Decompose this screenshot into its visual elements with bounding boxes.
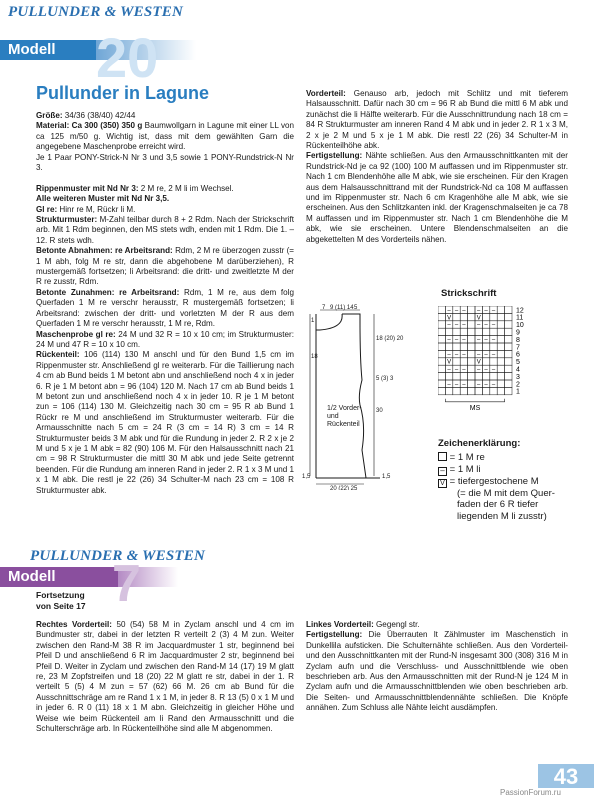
- chart-cell: [482, 328, 489, 335]
- continued-note: [36, 590, 86, 612]
- paragraph-text: 34/36 (38/40) 42/44: [64, 111, 136, 120]
- purl-stitch-icon: –: [484, 322, 488, 329]
- dim-bottom: 20 (22) 25: [330, 486, 358, 490]
- chart-cell: [468, 387, 475, 394]
- chart-cell: [445, 387, 452, 394]
- paragraph-heading: Fertigstellung:: [306, 630, 369, 640]
- legend-item-dropped: [438, 476, 578, 488]
- purl-stitch-icon: –: [491, 367, 496, 374]
- paragraph-heading: Größe:: [36, 111, 65, 120]
- ms-bracket: [445, 399, 504, 402]
- chart-cell: [497, 387, 504, 394]
- instructions-bottom-right: [306, 620, 568, 714]
- chart-row-label: 7: [516, 344, 520, 352]
- paragraph: [36, 205, 294, 215]
- legend-note-1: (= die M mit dem Quer-: [457, 487, 555, 499]
- purl-stitch-icon: –: [477, 352, 481, 359]
- dim-top-5: 5: [354, 305, 358, 311]
- paragraph: [36, 153, 294, 174]
- paragraph: [36, 215, 294, 246]
- purl-stitch-icon: –: [462, 381, 466, 388]
- schematic-outline: [316, 314, 380, 478]
- model-label: Modell: [8, 41, 56, 58]
- chart-cell: [490, 313, 497, 320]
- chart-cell: [453, 358, 460, 365]
- schematic-dimension-lines: [310, 310, 374, 484]
- legend-note-2: faden der 6 R tiefer: [457, 499, 539, 510]
- chart-row-label: 3: [516, 373, 520, 381]
- chart-cell: [505, 313, 512, 320]
- chart-cell: [497, 306, 504, 313]
- chart-cell: [438, 336, 445, 343]
- purl-stitch-icon: –: [447, 322, 451, 329]
- purl-stitch-icon: –: [447, 352, 451, 359]
- chart-cell: [505, 328, 512, 335]
- chart-cell: [497, 328, 504, 335]
- chart-cell: [445, 328, 452, 335]
- chart-cell: [453, 343, 460, 350]
- chart-cell: [438, 358, 445, 365]
- paragraph-heading: Linkes Vorderteil:: [306, 620, 377, 629]
- paragraph: [306, 620, 568, 630]
- watermark: PassionForum.ru: [500, 788, 561, 797]
- purl-stitch-icon: –: [454, 322, 459, 329]
- chart-cell: [438, 343, 445, 350]
- chart-cell: [482, 343, 489, 350]
- paragraph: [36, 121, 294, 152]
- chart-cell: [438, 350, 445, 357]
- dim-top-7: 7: [322, 305, 326, 311]
- legend-label: = 1 M li: [449, 463, 481, 475]
- chart-row-label: 1: [516, 388, 520, 396]
- chart-cell: [445, 343, 452, 350]
- chart-cell: [490, 373, 497, 380]
- legend-note-3: liegenden M li zusstr): [457, 510, 547, 522]
- purl-stitch-icon: –: [491, 381, 496, 388]
- paragraph-heading: Maschenprobe gl re:: [36, 329, 119, 339]
- chart-cell: [468, 313, 475, 320]
- paragraph-heading: Material: Ca 300 (350) 350 g: [36, 121, 145, 131]
- paragraph-text: Hinr re M, Rückr li M.: [59, 204, 136, 214]
- paragraph: [36, 111, 294, 121]
- chart-cell: [497, 358, 504, 365]
- paragraph: [36, 184, 294, 194]
- model-label-bar-2: [0, 567, 118, 587]
- chart-cell: [468, 321, 475, 328]
- chart-cell: [453, 387, 460, 394]
- page-number-box: [538, 764, 594, 788]
- dim-right-5: 5 (3) 3: [376, 376, 394, 382]
- purl-stitch-icon: –: [447, 307, 451, 314]
- instructions-bottom-left: [36, 620, 294, 734]
- purl-stitch-icon: –: [462, 367, 466, 374]
- purl-stitch-icon: –: [454, 367, 459, 374]
- chart-cell: [482, 373, 489, 380]
- chart-cell: [460, 373, 467, 380]
- chart-cell: [505, 350, 512, 357]
- model-label-bar: [0, 40, 96, 60]
- purl-stitch-icon: –: [462, 322, 466, 329]
- paragraph-text: 2 M re, 2 M li im Wechsel.: [140, 183, 234, 193]
- purl-stitch-icon: –: [462, 352, 466, 359]
- chart-cell: [505, 343, 512, 350]
- chart-cell: [505, 387, 512, 394]
- model-label-2: Modell: [8, 568, 56, 585]
- chart-cell: [497, 336, 504, 343]
- paragraph: [36, 194, 294, 204]
- dim-bottom-right: 1,5: [382, 474, 391, 480]
- dim-bottom-left: 1,5: [302, 474, 311, 480]
- chart-cell: [445, 373, 452, 380]
- paragraph-heading: Fertigstellung:: [306, 151, 366, 161]
- purl-stitch-icon: –: [491, 337, 496, 344]
- purl-stitch-icon: –: [454, 381, 459, 388]
- chart-cell: [468, 343, 475, 350]
- dropped-stitch-icon: V: [438, 479, 447, 488]
- paragraph-text: Gegengl str.: [376, 620, 420, 629]
- paragraph-heading: Strukturmuster:: [36, 215, 100, 225]
- schematic-center-label: 1/2 Vorder- und Rückenteil: [327, 405, 362, 428]
- chart-cell: [460, 328, 467, 335]
- legend: [438, 452, 578, 522]
- chart-cell: [497, 365, 504, 372]
- paragraph-text: 50 (54) 58 M in Zyclam anschl und 4 cm im Bundmuster str, dabei in der letzten R verteilt 2 (3) 4 M zun. Weiter zwischen den Rand-M 38 R im Jacquardmuster 1 str, beginnend bei Pfeil D und anschließend 6 R im Jacquardmuster 2 str, beginnend bei Pfeil D. Weiter in Zyclam und zwischen den Rand-M 14 (17) 19 M glatt re, 23 M Zopfstreifen und 18 (20) 22 M glatt re str, dabei in der 1. R verteilt 5 (5) 4 M zun = 57 (62) 66 M. 26 cm ab Bund für die Ausschnittschräge am re Rand 1 x 1 M, in jeder 8. R 13 (5) 0 x 1 M und in jeder 6. R 0 (11) 18 x 1 M abn. Gleichzeitig in gleicher Höhe und Weise wie beim Rückenteil am li Rand den Armausschnitt und die Schulterschräge arb. In Rückenteilhöhe sind alle M abgenommen.: [36, 620, 294, 734]
- chart-cell: [438, 373, 445, 380]
- dim-right-18: 18 (20) 20: [376, 336, 404, 342]
- dropped-stitch-icon: V: [476, 315, 481, 322]
- purl-stitch-icon: –: [484, 352, 488, 359]
- chart-cell: [497, 343, 504, 350]
- chart-cell: [497, 321, 504, 328]
- legend-label: = tiefergestochene M: [449, 475, 539, 487]
- paragraph-text: Genauso arb, jedoch mit Schlitz und mit tieferem Halsausschnitt. Dafür nach 30 cm = 96 R ab Bund die mittl 6 M abk und zunächst die li Hälfte weiterarb. Für die Ausschnittrundung nach 18 cm = 84 R Strukturmuster am inneren Rand 4 M abk und in jeder 2. R 1 x 3 M, 2 x je 2 M und 5 x je 1 M abk. Die restl 22 (26) 34 Schulter-M in Rückenteilhöhe abk.: [306, 89, 569, 151]
- chart-cell: [468, 306, 475, 313]
- continued-line-2: von Seite 17: [36, 601, 86, 611]
- paragraph: [306, 89, 568, 151]
- instructions-left-column: [36, 111, 294, 496]
- purl-stitch-icon: –: [454, 352, 459, 359]
- series-title-2: PULLUNDER & WESTEN: [30, 548, 206, 564]
- chart-cell: [460, 387, 467, 394]
- stitch-chart: [438, 306, 538, 420]
- chart-cell: [468, 365, 475, 372]
- paragraph: [306, 630, 568, 713]
- chart-cell: [460, 358, 467, 365]
- chart-row-label: 8: [516, 336, 520, 344]
- chart-cell: [438, 306, 445, 313]
- chart-cell: [497, 313, 504, 320]
- paragraph-text: Die Überrauten lt Zählmuster im Maschenstich in Dunkellila aufsticken. Die Schulternähte schließen. Aus den Vorderteil- und den Ausschnittkanten mit der Rund-N insgesamt 300 (308) 316 M in Zyclam aufn und die Verschluss- und Ausschnittblende wie oben beschrieben arb. Aus den Armausschnitten mit der Rund-N je 124 M in Zyclam aufn und die Armausschnittblenden wie oben beschrieben arb. Die Seiten- und Armausschnittblendennähte schließen. Die Knöpfe annähen. Zum Schluss alle Nähte leicht ausdämpfen.: [306, 630, 568, 713]
- paragraph-heading: Vorderteil:: [306, 89, 354, 98]
- series-title: PULLUNDER & WESTEN: [8, 4, 184, 20]
- paragraph-text: 106 (114) 130 M anschl und für den Bund 1,5 cm im Rippenmuster str. Anschließend gl re weiterarb. Für die Taillierung nach 4 cm ab Bund beids 1 M betont abn und anschließend noch 4 x in jeder 6. R je 1 M betont abn = 96 (104) 120 M. Nach 17 cm ab Bund beids 1 M betont zun und anschließend noch 4 x in jeder 10. R je 1 M betont zun = 106 (114) 130 M. Gleichzeitig nach 30 cm = 95 R ab Bund 1 Rückr re M und anschließend im Strukturmuster weiterarb. Für die Armausschnitte nach 5 cm = 24 R (3 cm = 14 R) 3 cm = 14 R Strukturmuster beids 3 M abk und für die Rundung in jeder 2. R 2 x je 2 M und 5 x je 1 M abk = 82 (90) 106 M. Für den Halsausschnitt nach 21 cm = 98 R Strukturmuster die mittl 30 M abk und jede Seite getrennt beenden. Für die Rundung am inneren Rand in jeder 2. R 1 x 3 M und 1 x 1 M abk. Die restl je 22 (26) 34 Schulter-M nach 23 cm = 108 R Strukturmuster abk.: [36, 350, 294, 495]
- paragraph-text: 24 M und 32 R = 10 x 10 cm; im Strukturmuster: 24 M und 47 R = 10 x 10 cm.: [36, 329, 294, 349]
- chart-cell: [497, 380, 504, 387]
- chart-cell: [438, 321, 445, 328]
- chart-cell: [475, 373, 482, 380]
- chart-cell: [505, 358, 512, 365]
- paragraph: [36, 620, 294, 734]
- purl-stitch-icon: –: [477, 381, 481, 388]
- paragraph: [306, 151, 568, 245]
- paragraph: [36, 350, 294, 496]
- chart-row-label: 12: [516, 307, 524, 315]
- chart-row-label: 11: [516, 314, 524, 322]
- garment-schematic: [300, 300, 450, 490]
- purl-stitch-icon: –: [447, 381, 451, 388]
- instructions-right-column: [306, 89, 568, 245]
- chart-cell: [438, 380, 445, 387]
- chart-cell: [468, 350, 475, 357]
- chart-cell: [497, 350, 504, 357]
- legend-item-purl: [438, 464, 578, 476]
- purl-stitch-icon: –: [477, 367, 481, 374]
- paragraph-text: Je 1 Paar PONY-Strick-N Nr 3 und 3,5 sowie 1 PONY-Rundstrick-N Nr 3.: [36, 152, 294, 173]
- chart-row-label: 6: [516, 351, 520, 359]
- chart-cell: [453, 373, 460, 380]
- chart-cell: [475, 343, 482, 350]
- dim-left-18: 18: [311, 354, 318, 360]
- chart-row-label: 10: [516, 322, 524, 330]
- chart-cell: [505, 380, 512, 387]
- chart-cell: [505, 365, 512, 372]
- paragraph-text: Nähte schließen. Aus den Armausschnittkanten mit der Rundstrick-Nd je ca 92 (100) 100 M auffassen und im Rippenmuster str. Nach 1 cm Blendenhöhe alle M abk, wie sie erscheinen. Für den Kragen aus dem Halsausschnittrand mit der Rundstrick-Nd ca 108 M auffassen und im Rippenmuster str. Nach 6 cm Kragenhöhe alle M abk, wie sie erscheinen. Aus den Schlitzkanten inkl. der Kragenschmalseiten je ca 78 M auffassen und im Rippenmuster str. Nach 1 cm Blendenhöhe die M abk, wie sie erscheinen. Untere Blendenschmalseiten an die abgekettelten M des Vorderteils nähen.: [306, 151, 568, 244]
- purl-stitch-icon: –: [484, 367, 488, 374]
- chart-cell: [482, 387, 489, 394]
- paragraph-heading: Rechtes Vorderteil:: [36, 620, 117, 629]
- chart-cell: [438, 387, 445, 394]
- paragraph-text: Rdm, 1 M re, aus dem folg Querfaden 1 M re verschr herausstr, R mustergemäß fortsetzen; li Arbeitsrand: zwischen der dritt- und vorletzten M der R aus dem Querfaden 1 M re verschr herausstr, 1 M re, Rdm.: [36, 287, 294, 329]
- chart-cell: [505, 306, 512, 313]
- purl-stitch-icon: –: [491, 307, 496, 314]
- chart-cell: [475, 387, 482, 394]
- chart-cell: [468, 373, 475, 380]
- purl-stitch-icon: –: [447, 367, 451, 374]
- paragraph: [36, 330, 294, 351]
- paragraph-gap: [36, 173, 294, 183]
- dropped-stitch-icon: V: [447, 359, 452, 366]
- chart-cell: [438, 365, 445, 372]
- page-title: Pullunder in Lagune: [36, 83, 210, 103]
- purl-stitch-icon: –: [484, 307, 488, 314]
- purl-stitch-icon: –: [484, 381, 488, 388]
- chart-cell: [468, 380, 475, 387]
- chart-cell: [453, 313, 460, 320]
- chart-row-label: 2: [516, 381, 520, 389]
- purl-stitch-icon: –: [477, 322, 481, 329]
- paragraph: [36, 288, 294, 330]
- knit-stitch-icon: [438, 452, 447, 461]
- paragraph-text: Rdm, 2 M re überzogen zusstr (= 1 M abh, folg M re str, dann die abgehobene M darüberziehen), R mustergemäß fortsetzen; li Arbeitsrand: die dritt- und zweitletzte M der R re zusstr, Rdm.: [36, 246, 295, 287]
- chart-title: Strickschrift: [441, 288, 497, 299]
- chart-row-label: 4: [516, 366, 520, 374]
- chart-cell: [505, 336, 512, 343]
- purl-stitch-icon: –: [462, 337, 466, 344]
- chart-cell: [497, 373, 504, 380]
- paragraph-heading: Betonte Zunahmen: re Arbeitsrand:: [36, 287, 184, 297]
- chart-row-label: 9: [516, 329, 520, 337]
- chart-cell: [468, 328, 475, 335]
- chart-cell: [460, 343, 467, 350]
- chart-cell: [453, 328, 460, 335]
- purl-stitch-icon: –: [454, 337, 459, 344]
- purl-stitch-icon: –: [447, 337, 451, 344]
- page-number: 43: [553, 764, 579, 789]
- paragraph-heading: Rippenmuster mit Nd Nr 3:: [36, 183, 141, 193]
- model-number-2: 7: [112, 555, 141, 613]
- chart-row-label: 5: [516, 359, 520, 367]
- dim-top-9: 9 (11) 14: [330, 305, 354, 311]
- dim-left-1: 1: [311, 318, 315, 324]
- dim-right-30: 30: [376, 408, 383, 414]
- chart-cell: [490, 358, 497, 365]
- paragraph-heading: Gl re:: [36, 204, 60, 214]
- chart-cell: [490, 328, 497, 335]
- chart-cell: [468, 358, 475, 365]
- chart-cell: [482, 358, 489, 365]
- dropped-stitch-icon: V: [447, 315, 452, 322]
- dropped-stitch-icon: V: [476, 359, 481, 366]
- chart-cell: [505, 373, 512, 380]
- purl-stitch-icon: –: [454, 307, 459, 314]
- chart-cell: [468, 336, 475, 343]
- paragraph-heading: Rückenteil:: [36, 350, 85, 360]
- purl-stitch-icon: –: [484, 337, 488, 344]
- paragraph-heading: Alle weiteren Muster mit Nd Nr 3,5.: [36, 194, 170, 204]
- chart-cell: [475, 328, 482, 335]
- purl-stitch-icon: –: [477, 337, 481, 344]
- chart-cell: [438, 328, 445, 335]
- paragraph: [36, 246, 294, 288]
- purl-stitch-icon: –: [491, 352, 496, 359]
- purl-stitch-icon: –: [491, 322, 496, 329]
- legend-label: = 1 M re: [449, 452, 485, 463]
- model-number: 20: [96, 26, 159, 89]
- legend-title: Zeichenerklärung:: [438, 438, 521, 449]
- chart-cell: [490, 343, 497, 350]
- paragraph-heading: Betonte Abnahmen: re Arbeitsrand:: [36, 246, 176, 256]
- chart-cell: [505, 321, 512, 328]
- purl-stitch-icon: –: [477, 307, 481, 314]
- continued-line-1: Fortsetzung: [36, 590, 85, 600]
- chart-cell: [460, 313, 467, 320]
- ms-label: MS: [469, 404, 481, 412]
- paragraph-text: M-Zahl teilbar durch 8 + 2 Rdm. Nach der Strickschrift arb. Mit 1 Rdm beginnen, den MS stets wdh, enden mit 1 Rdm. Die 1. – 12. R stets wdh.: [36, 215, 294, 245]
- legend-item-knit: [438, 452, 578, 464]
- chart-cell: [490, 387, 497, 394]
- paragraph-text: Baumwollgarn in Lagune mit einer LL von ca 125 m/50 g. Wichtig ist, dass mit dem gewählten Garn die angegebene Maschenprobe erreicht wird.: [36, 121, 294, 152]
- chart-cell: [482, 313, 489, 320]
- purl-stitch-icon: –: [462, 307, 466, 314]
- purl-stitch-icon: –: [438, 467, 447, 476]
- chart-cell: [438, 313, 445, 320]
